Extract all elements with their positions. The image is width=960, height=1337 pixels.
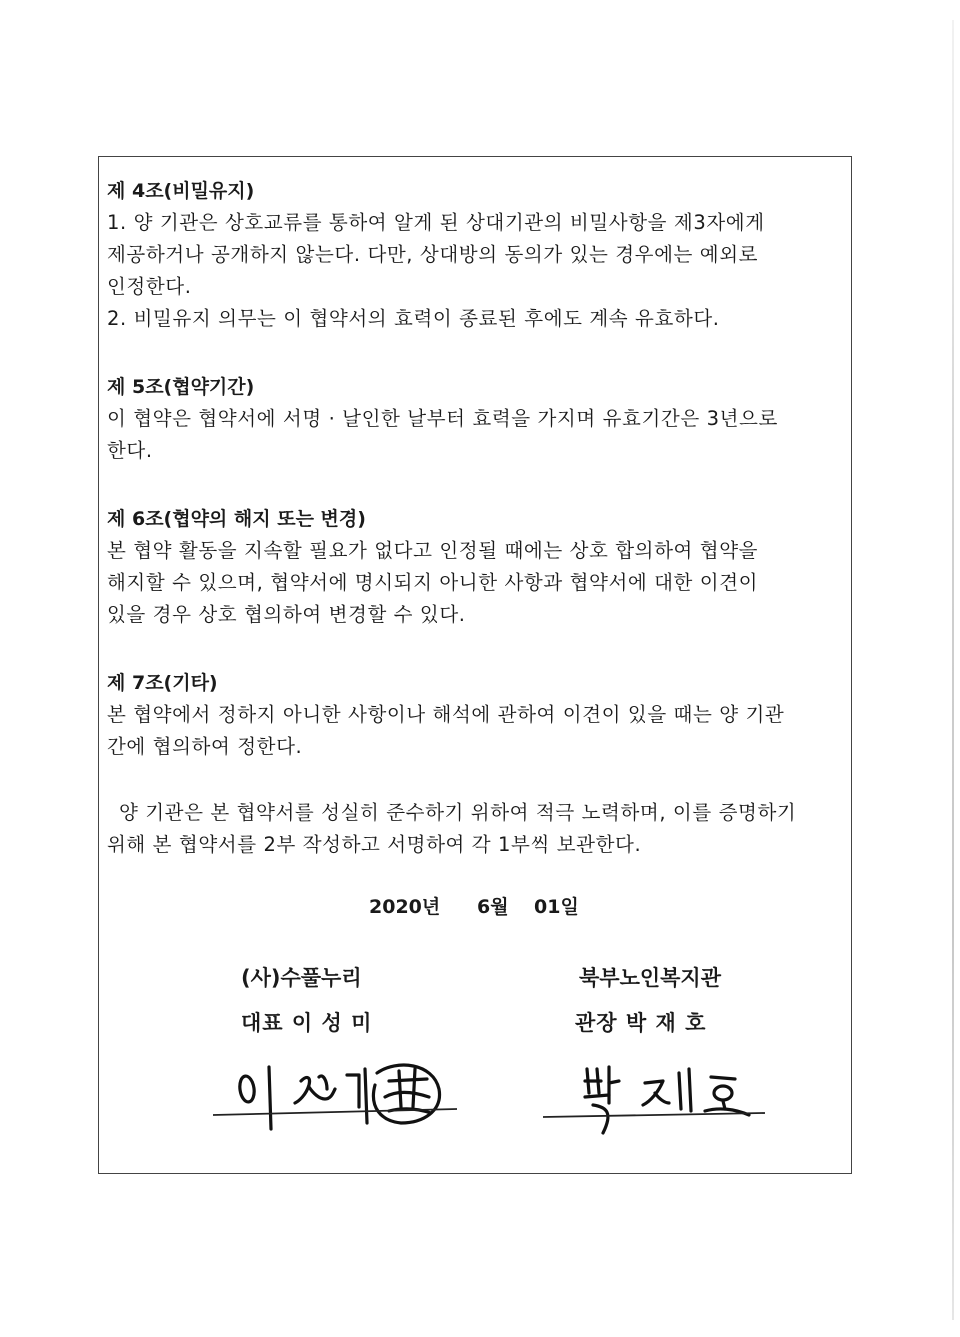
- article-line: 제공하거나 공개하지 않는다. 다만, 상대방의 동의가 있는 경우에는 예외로: [107, 243, 759, 266]
- article-line: 있을 경우 상호 협의하여 변경할 수 있다.: [107, 603, 466, 626]
- article-line: 인정한다.: [107, 275, 192, 298]
- left-party-representative: 대표 이 성 미: [241, 1011, 373, 1035]
- article-heading: 제 7조(기타): [107, 672, 218, 694]
- article-line: 이 협약은 협약서에 서명 · 날인한 날부터 효력을 가지며 유효기간은 3년으로: [107, 407, 778, 430]
- closing-paragraph: [107, 797, 847, 861]
- article-5: [107, 371, 847, 467]
- article-line: 간에 협의하여 정한다.: [107, 735, 303, 758]
- article-line: 해지할 수 있으며, 협약서에 명시되지 아니한 사항과 협약서에 대한 이견이: [107, 571, 759, 594]
- article-line: 한다.: [107, 439, 153, 462]
- right-signature: [539, 1039, 779, 1139]
- article-line: 본 협약에서 정하지 아니한 사항이나 해석에 관하여 이견이 있을 때는 양 기관: [107, 703, 785, 726]
- date-year: 2020년: [369, 896, 441, 918]
- right-party-org: 북부노인복지관: [579, 966, 722, 990]
- article-line: 1. 양 기관은 상호교류를 통하여 알게 된 상대기관의 비밀사항을 제3자에게: [107, 211, 765, 234]
- right-party-representative: 관장 박 재 호: [575, 1011, 707, 1035]
- agreement-document: [98, 156, 852, 1174]
- closing-line: 양 기관은 본 협약서를 성실히 준수하기 위하여 적극 노력하며, 이를 증명하기: [119, 801, 797, 824]
- left-signature: [209, 1037, 469, 1137]
- article-7: [107, 667, 847, 763]
- article-heading: 제 6조(협약의 해지 또는 변경): [107, 508, 366, 530]
- article-heading: 제 5조(협약기간): [107, 376, 255, 398]
- left-party-org: (사)수풀누리: [241, 966, 362, 990]
- article-line: 본 협약 활동을 지속할 필요가 없다고 인정될 때에는 상호 합의하여 협약을: [107, 539, 759, 562]
- closing-line: 위해 본 협약서를 2부 작성하고 서명하여 각 1부씩 보관한다.: [107, 833, 642, 856]
- article-heading: 제 4조(비밀유지): [107, 180, 255, 202]
- article-6: [107, 503, 847, 631]
- date-month: 6월: [477, 896, 509, 918]
- page-edge-shadow: [952, 20, 954, 1320]
- article-4: [107, 175, 847, 335]
- article-line: 2. 비밀유지 의무는 이 협약서의 효력이 종료된 후에도 계속 유효하다.: [107, 307, 720, 330]
- date-day: 01일: [534, 896, 579, 918]
